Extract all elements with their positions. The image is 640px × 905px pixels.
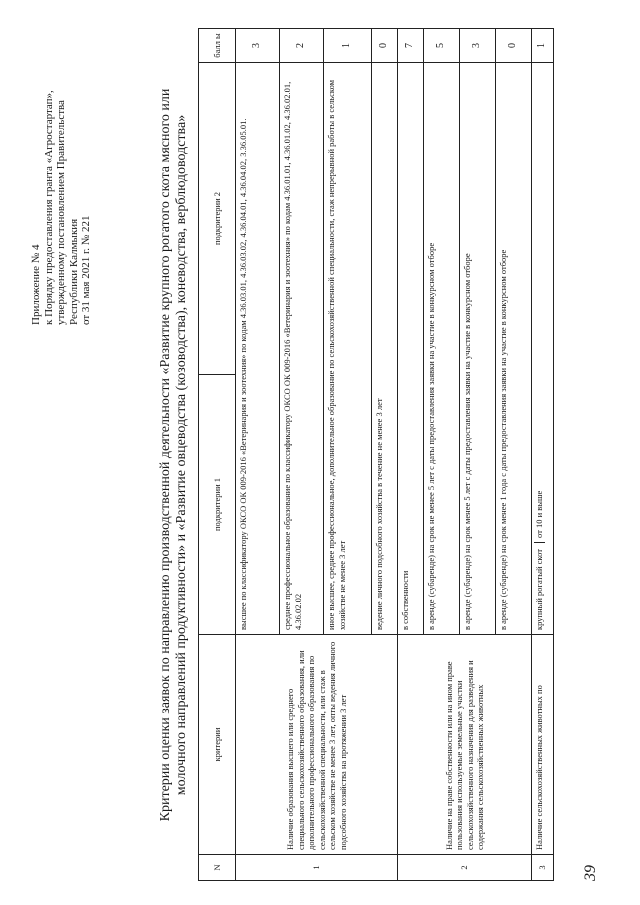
subcriteria-cell: в аренде (субаренде) на срок менее 5 лет с даты предоставления заявки на участие в конкурсном отборе [460, 63, 496, 635]
score-cell: 3 [460, 29, 496, 63]
table-row [236, 29, 280, 881]
header-score: балл ы [199, 29, 236, 63]
score-cell: 0 [496, 29, 532, 63]
page-number: 39 [582, 865, 599, 881]
score-cell: 1 [324, 29, 372, 63]
criteria-cell: Наличие сельскохозяйственных животных по [532, 635, 554, 855]
appendix-line: Приложение № 4 [30, 244, 42, 325]
subcriteria-cell: высшее по классификатору ОКСО ОК 009-2016 «Ветеринария и зоотехния» по кодам 4.36.03.01, 4.36.03.02, 4.36.04.01, 4.36.04.02, 3.36.05.01. [236, 63, 280, 635]
subcriteria-cell: в собственности [398, 63, 424, 635]
title-line-2: молочного направлений продуктивности» и «Развитие овцеводства (козоводства), коневодства, верблюдоводства» [174, 114, 189, 796]
score-cell: 7 [398, 29, 424, 63]
score-cell: 0 [372, 29, 398, 63]
criteria-cell: Наличие образования высшего или среднего специального сельскохозяйственного образования, или дополнительного профессионального образования по сельскохозяйственной специальности, или стаж в сельском хозяйстве не менее 3 лет, опты ведения личного подсобного хозяйства на протяжении 3 лет [236, 635, 398, 855]
appendix-line: от 31 мая 2021 г. № 221 [80, 215, 92, 325]
appendix-line: Республики Калмыкия [67, 218, 80, 325]
title-line-1: Критерии оценки заявок по направлению производственной деятельности «Развитие крупного рогатого скота мясного или [158, 88, 173, 822]
document-title [158, 65, 190, 845]
header-sub1: подкритерии 1 [199, 375, 236, 635]
table-row [398, 29, 424, 881]
appendix-line: утвержденному постановлением Правительства [55, 100, 67, 325]
table-row [532, 29, 554, 881]
row-number: 2 [398, 855, 532, 881]
subcriteria-cell: в аренде (субаренде) на срок не менее 5 лет с даты предоставления заявки на участие в конкурсном отборе [424, 63, 460, 635]
score-cell: 3 [236, 29, 280, 63]
appendix-line: к Порядку предоставления гранта «Агростартап», [42, 90, 55, 325]
score-cell: 2 [280, 29, 324, 63]
subcriteria-cell [532, 63, 554, 635]
subcriteria-cell: среднее профессиональное образование по классификатору ОКСО ОК 009-2016 «Ветеринария и зоотехния» по кодам 4.36.01.01, 4.36.01.02, 4.36.02.01, 4.36.02.02 [280, 63, 324, 635]
appendix-header [30, 25, 93, 325]
subcriteria-cell: ведение личного подсобного хозяйства в течение не менее 3 лет [372, 63, 398, 635]
score-cell: 1 [532, 29, 554, 63]
criteria-cell: Наличие на праве собственности или на ином праве пользования используемые земельные участки сельскохозяйственного назначения для разведения и содержания сельскохозяйственных животных [398, 635, 532, 855]
row-number: 3 [532, 855, 554, 881]
subcriteria-2-text: от 10 и выше [534, 491, 545, 543]
subcriteria-cell: в аренде (субаренде) на срок менее 1 года с даты предоставления заявки на участие в конкурсном отборе [496, 63, 532, 635]
row-number: 1 [236, 855, 398, 881]
score-cell: 5 [424, 29, 460, 63]
table-header-row [199, 29, 236, 881]
header-n: N [199, 855, 236, 881]
criteria-table [198, 28, 554, 881]
header-criteria: критерии [199, 635, 236, 855]
subcriteria-cell: иное высшее, среднее профессиональное, дополнительное образование по сельскохозяйственной специальности, стаж непрерывной работы в сельском хозяйстве не менее 3 лет [324, 63, 372, 635]
header-sub2: подкритерии 2 [199, 63, 236, 375]
subcriteria-1-text: крупный рогатый скот [534, 549, 544, 630]
